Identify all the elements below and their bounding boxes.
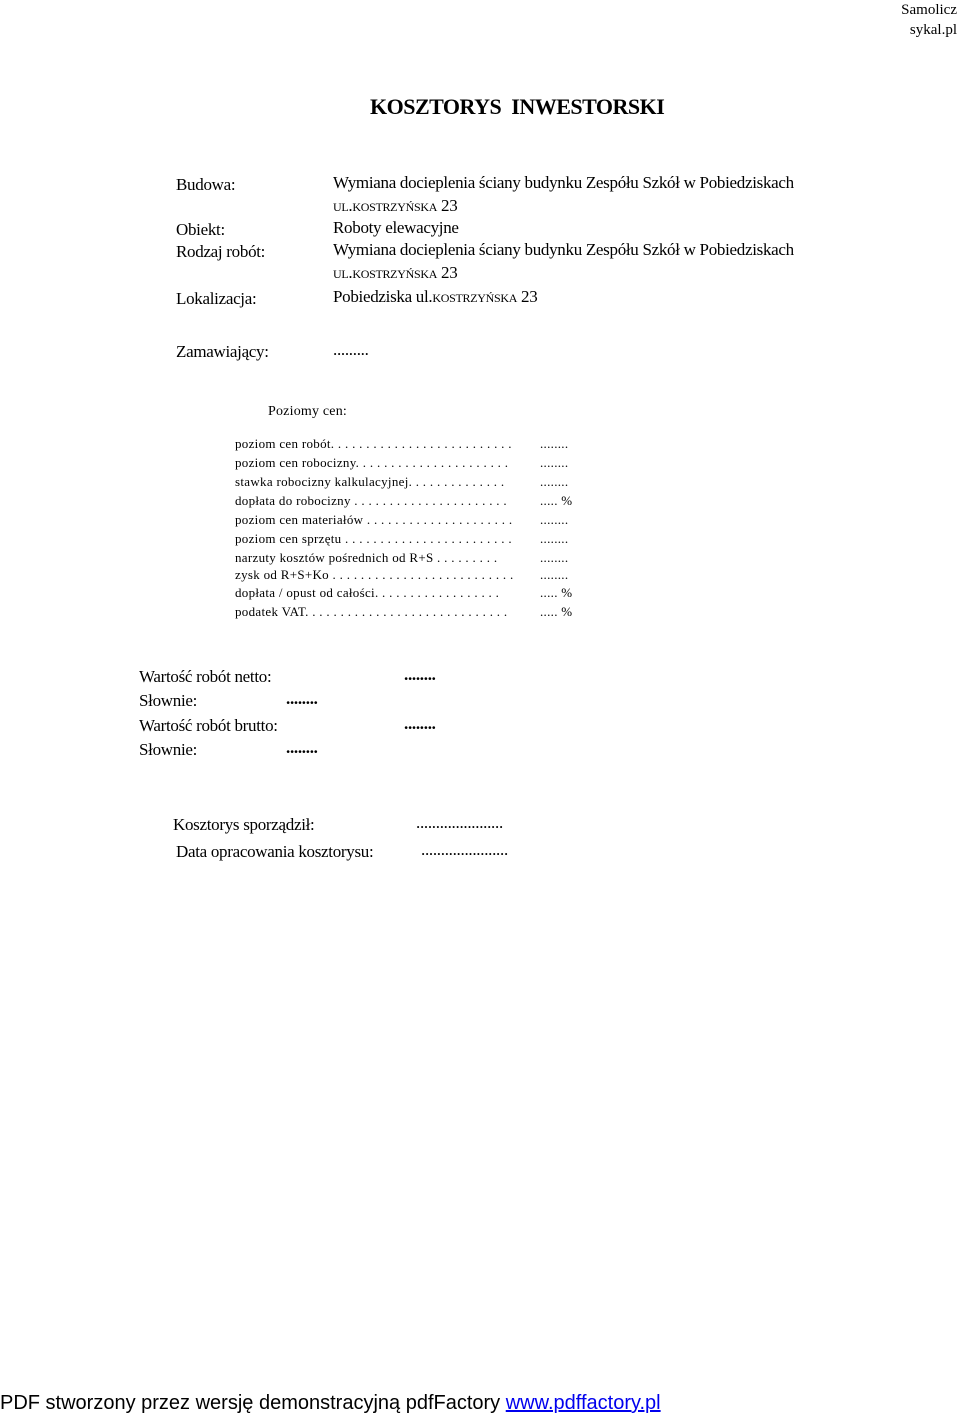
corner-brand: [901, 0, 957, 40]
sporzadzil-label: Kosztorys sporządził:: [173, 815, 315, 834]
level-row-label: poziom cen robót. . . . . . . . . . . . . . . . . . . . . . . . . .: [235, 436, 512, 451]
level-row-label: narzuty kosztów pośrednich od R+S . . . . . . . . .: [235, 550, 498, 565]
obiekt-value: Roboty elewacyjne: [333, 218, 459, 237]
level-row-value: ........: [540, 531, 569, 546]
data-opracowania-label: Data opracowania kosztorysu:: [176, 842, 374, 861]
slownie-netto-label: Słownie:: [139, 691, 198, 710]
rodzaj-robot-value-line2: ul.kostrzyńska 23: [333, 263, 458, 282]
data-opracowania-value: ......................: [421, 840, 508, 859]
level-row-label: poziom cen materiałów . . . . . . . . . . . . . . . . . . . . .: [235, 512, 513, 527]
slownie-netto-value: ........: [286, 689, 318, 708]
budowa-label: Budowa:: [176, 175, 236, 194]
lokalizacja-value: [333, 287, 537, 307]
sporzadzil-value: ......................: [416, 813, 503, 832]
rodzaj-robot-label: Rodzaj robót:: [176, 242, 266, 261]
level-row-value: ..... %: [540, 585, 573, 600]
level-row-label: podatek VAT. . . . . . . . . . . . . . . . . . . . . . . . . . . . .: [235, 604, 508, 619]
brutto-value: ........: [404, 714, 436, 733]
level-row-label: dopłata do robocizny . . . . . . . . . . . . . . . . . . . . . .: [235, 493, 507, 508]
lokalizacja-value-part1: Pobiedziska ul.: [333, 287, 433, 306]
level-row-label: poziom cen sprzętu . . . . . . . . . . . . . . . . . . . . . . . .: [235, 531, 512, 546]
pdffactory-link[interactable]: www.pdffactory.pl: [505, 1392, 661, 1414]
netto-label: Wartość robót netto:: [139, 667, 272, 686]
brutto-label: Wartość robót brutto:: [139, 716, 278, 735]
level-row-value: ........: [540, 567, 569, 582]
level-row-value: ........: [540, 550, 569, 565]
level-row-label: poziom cen robocizny. . . . . . . . . . . . . . . . . . . . . .: [235, 455, 509, 470]
lokalizacja-label: Lokalizacja:: [176, 289, 257, 308]
slownie-brutto-label: Słownie:: [139, 740, 198, 759]
zamawiajacy-value: .........: [333, 340, 369, 359]
budowa-value-line2: ul.kostrzyńska 23: [333, 196, 458, 215]
price-levels-heading: Poziomy cen:: [268, 404, 347, 419]
level-row-value: ..... %: [540, 493, 573, 508]
document-title: KOSZTORYS INWESTORSKI: [370, 94, 665, 119]
corner-brand-line2: sykal.pl: [909, 22, 957, 38]
lokalizacja-value-part2: kostrzyńska 23: [432, 287, 538, 306]
zamawiajacy-label: Zamawiający:: [176, 342, 269, 361]
level-row-label: zysk od R+S+Ko . . . . . . . . . . . . . . . . . . . . . . . . . .: [235, 567, 514, 582]
level-row-label: dopłata / opust od całości. . . . . . . . . . . . . . . . . .: [235, 585, 500, 600]
netto-value: ........: [404, 665, 436, 684]
level-row-label: stawka robocizny kalkulacyjnej. . . . . . . . . . . . . .: [235, 474, 505, 489]
level-row-value: ........: [540, 512, 569, 527]
level-row-value: ..... %: [540, 604, 573, 619]
corner-brand-line1: Samolicz: [901, 2, 957, 18]
level-row-value: ........: [540, 455, 569, 470]
slownie-brutto-value: ........: [286, 738, 318, 757]
obiekt-label: Obiekt:: [176, 220, 225, 239]
pdf-footer: [0, 1392, 661, 1415]
level-row-value: ........: [540, 436, 569, 451]
level-row-value: ........: [540, 474, 569, 489]
pdf-footer-text: PDF stworzony przez wersję demonstracyjną pdfFactory: [0, 1392, 506, 1414]
rodzaj-robot-value-line1: Wymiana docieplenia ściany budynku Zespółu Szkół w Pobiedziskach: [333, 240, 794, 259]
budowa-value-line1: Wymiana docieplenia ściany budynku Zespółu Szkół w Pobiedziskach: [333, 173, 794, 192]
